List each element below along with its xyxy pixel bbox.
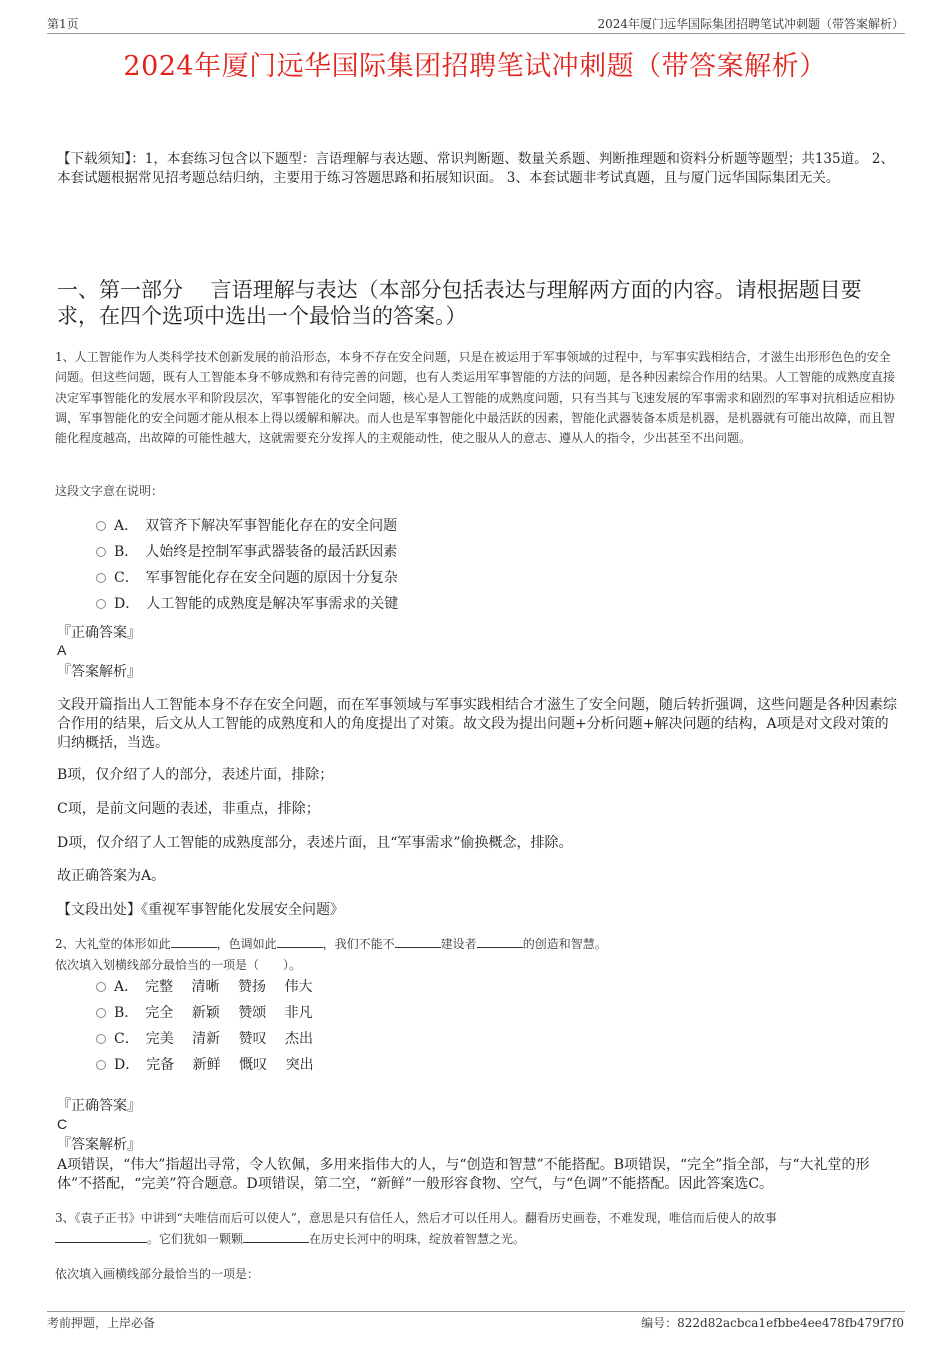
radio-icon[interactable] [96,573,106,583]
footer-slogan: 考前押题，上岸必备 [47,1316,156,1330]
radio-icon[interactable] [96,547,106,557]
q1-option-c[interactable]: C． 军事智能化存在安全问题的原因十分复杂 [96,567,398,589]
q1-analysis-paragraph: 文段开篇指出人工智能本身不存在安全问题，而在军事领域与军事实践相结合才滋生了安全问题，随后转折强调，这些问题是各种因素综合作用的结果，后文从人工智能的成熟度和人的角度提出了对策。故文段为提出问题+分析问题+解决问题的结构，A项是对文段对策的归纳概括，当选。 [57,697,897,751]
question-3-prompt: 依次填入画横线部分最恰当的一项是： [55,1267,260,1281]
page-number: 第1页 [47,17,79,31]
question-2-text: 2、大礼堂的体形如此 ，色调如此 ，我们不能不 建设者 的创造和智慧。 [55,937,607,951]
q1-option-b[interactable]: B． 人始终是控制军事武器装备的最活跃因素 [96,541,397,563]
q2-answer-label: 『正确答案』 [57,1098,141,1114]
q2-analysis: A项错误，“伟大”指超出寻常，令人钦佩，多用来指伟大的人，与“创造和智慧”不能搭配。B项错误，“完全”指全部，与“大礼堂的形体”不搭配，“完美”符合题意。D项错误，第二空，“新鲜”一般形容食物、空气，与“色调”不能搭配。因此答案选C。 [57,1157,870,1192]
q1-option-a[interactable]: A． 双管齐下解决军事智能化存在的安全问题 [96,515,397,537]
fill-blank [277,935,323,948]
q1-analysis-b: B项，仅介绍了人的部分，表述片面，排除； [57,767,334,783]
q2-option-a[interactable]: A． 完整 清晰 赞扬 伟大 [96,976,312,998]
fill-blank [243,1230,309,1243]
fill-blank [477,935,523,948]
q2-option-d[interactable]: D． 完备 新鲜 慨叹 突出 [96,1054,314,1076]
q2-option-c[interactable]: C． 完美 清新 赞叹 杰出 [96,1028,313,1050]
fill-blank [395,935,441,948]
radio-icon[interactable] [96,982,106,992]
q2-answer: C [57,1116,68,1132]
footer-rule [47,1311,905,1312]
q1-source: 【文段出处】《重视军事智能化发展安全问题》 [57,902,344,918]
q1-answer: A [57,642,67,658]
q1-option-d[interactable]: D． 人工智能的成熟度是解决军事需求的关键 [96,593,398,615]
q2-option-b[interactable]: B． 完全 新颖 赞颂 非凡 [96,1002,313,1024]
radio-icon[interactable] [96,521,106,531]
fill-blank [55,1230,147,1243]
radio-icon[interactable] [96,599,106,609]
question-1-prompt: 这段文字意在说明： [55,484,164,498]
section-heading: 一、第一部分 言语理解与表达（本部分包括表达与理解两方面的内容。请根据题目要求，在四个选项中选出一个最恰当的答案。） [57,278,862,328]
radio-icon[interactable] [96,1008,106,1018]
question-1-text: 1、人工智能作为人类科学技术创新发展的前沿形态，本身不存在安全问题，只是在被运用于军事领域的过程中，与军事实践相结合，才滋生出形形色色的安全问题。但这些问题，既有人工智能本身不够成熟和有待完善的问题，也有人类运用军事智能的方法的问题，是各种因素综合作用的结果。人工智能的成熟度直接决定军事智能化的发展水平和阶段层次，军事智能化的安全问题，核心是人工智能的成熟度问题，只有当其与飞速发展的军事需求和剧烈的军事对抗相适应相协调，军事智能化的安全问题才能从根本上得以缓解和解决。而人也是军事智能化中最活跃的因素，智能化武器装备本质是机器，是机器就有可能出故障，而且智能化程度越高，出故障的可能性越大，这就需要充分发挥人的主观能动性，使之服从人的意志、遵从人的指令，少出甚至不出问题。 [55,350,896,446]
radio-icon[interactable] [96,1060,106,1070]
q1-analysis-d: D项，仅介绍了人工智能的成熟度部分，表述片面，且“军事需求”偷换概念，排除。 [57,835,573,851]
question-3-text: 3、《袁子正书》中讲到“夫唯信而后可以使人”，意思是只有信任人，然后才可以任用人。翻看历史画卷，不难发现，唯信而后使人的故事 。它们犹如一颗颗 在历史长河中的明珠，绽放着智慧之光。 [55,1211,777,1246]
download-notice: 【下载须知】：1，本套练习包含以下题型：言语理解与表达题、常识判断题、数量关系题、判断推理题和资料分析题等题型；共135道。 2、本套试题根据常见招考题总结归纳，主要用于练习答题思路和拓展知识面。 3、本套试题非考试真题，且与厦门远华国际集团无关。 [57,151,894,186]
q1-analysis-c: C项，是前文问题的表述，非重点，排除； [57,801,320,817]
page-title: 2024年厦门远华国际集团招聘笔试冲刺题（带答案解析） [123,51,827,82]
q1-conclusion: 故正确答案为A。 [57,868,166,884]
q1-answer-label: 『正确答案』 [57,625,141,641]
fill-blank [171,935,217,948]
footer-serial: 编号：822d82acbca1efbbe4ee478fb479f7f0 [641,1316,904,1330]
question-2-prompt: 依次填入划横线部分最恰当的一项是（ ）。 [55,958,302,972]
q1-analysis-label: 『答案解析』 [57,664,141,680]
header-rule [47,33,905,34]
q2-analysis-label: 『答案解析』 [57,1137,141,1153]
radio-icon[interactable] [96,1034,106,1044]
running-header-title: 2024年厦门远华国际集团招聘笔试冲刺题（带答案解析） [597,17,904,31]
